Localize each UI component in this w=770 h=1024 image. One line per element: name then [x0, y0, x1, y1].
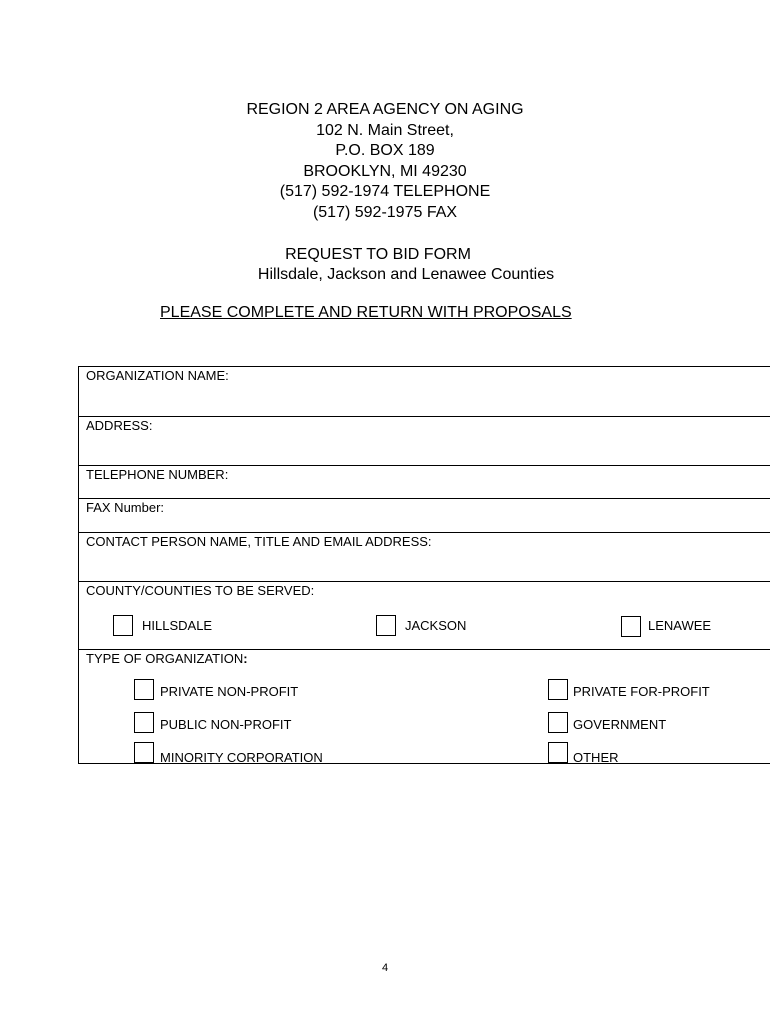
agency-fax: (517) 592-1975 FAX [312, 203, 458, 221]
private-forprofit-checkbox[interactable] [548, 679, 568, 700]
contact-label: CONTACT PERSON NAME, TITLE AND EMAIL ADDRESS: [86, 534, 432, 549]
agency-name: REGION 2 AREA AGENCY ON AGING [246, 101, 524, 118]
address-row[interactable] [79, 417, 770, 466]
minority-checkbox[interactable] [134, 742, 154, 763]
contact-row[interactable] [79, 533, 770, 582]
org-type-colon: : [243, 651, 248, 666]
form-counties: Hillsdale, Jackson and Lenawee Counties [257, 266, 555, 283]
telephone-row[interactable] [79, 466, 770, 499]
public-nonprofit-checkbox[interactable] [134, 712, 154, 733]
address-label: ADDRESS: [86, 418, 153, 433]
private-forprofit-label: PRIVATE FOR-PROFIT [573, 684, 710, 699]
telephone-label: TELEPHONE NUMBER: [86, 467, 229, 482]
lenawee-label: LENAWEE [648, 618, 712, 633]
private-nonprofit-checkbox[interactable] [134, 679, 154, 700]
form-title-block [0, 245, 770, 285]
org-name-label: ORGANIZATION NAME: [86, 368, 229, 383]
lenawee-checkbox[interactable] [621, 616, 641, 637]
hillsdale-checkbox[interactable] [113, 615, 133, 636]
bid-form-table [78, 366, 770, 764]
agency-street: 102 N. Main Street, [316, 121, 454, 139]
instruction-text: PLEASE COMPLETE AND RETURN WITH PROPOSALS [160, 304, 572, 321]
hillsdale-label: HILLSDALE [142, 618, 213, 633]
agency-header [0, 100, 770, 223]
public-nonprofit-label: PUBLIC NON-PROFIT [160, 717, 292, 732]
org-type-text: TYPE OF ORGANIZATION [86, 651, 244, 666]
page-number: 4 [381, 962, 389, 974]
jackson-label: JACKSON [405, 618, 467, 633]
agency-phone: (517) 592-1974 TELEPHONE [279, 183, 491, 200]
other-checkbox[interactable] [548, 742, 568, 763]
agency-city: BROOKLYN, MI 49230 [303, 162, 467, 180]
org-type-label [86, 651, 248, 666]
government-label: GOVERNMENT [573, 717, 667, 732]
agency-pobox: P.O. BOX 189 [335, 142, 435, 159]
private-nonprofit-label: PRIVATE NON-PROFIT [160, 684, 299, 699]
form-title: REQUEST TO BID FORM [285, 246, 471, 263]
org-name-row[interactable] [79, 367, 770, 417]
fax-row[interactable] [79, 499, 770, 533]
counties-row [79, 582, 770, 650]
fax-label: FAX Number: [86, 500, 165, 515]
counties-label: COUNTY/COUNTIES TO BE SERVED: [86, 583, 315, 598]
government-checkbox[interactable] [548, 712, 568, 733]
org-type-row [79, 650, 770, 763]
other-label: OTHER [573, 750, 619, 765]
minority-label: MINORITY CORPORATION [160, 750, 323, 765]
jackson-checkbox[interactable] [376, 615, 396, 636]
